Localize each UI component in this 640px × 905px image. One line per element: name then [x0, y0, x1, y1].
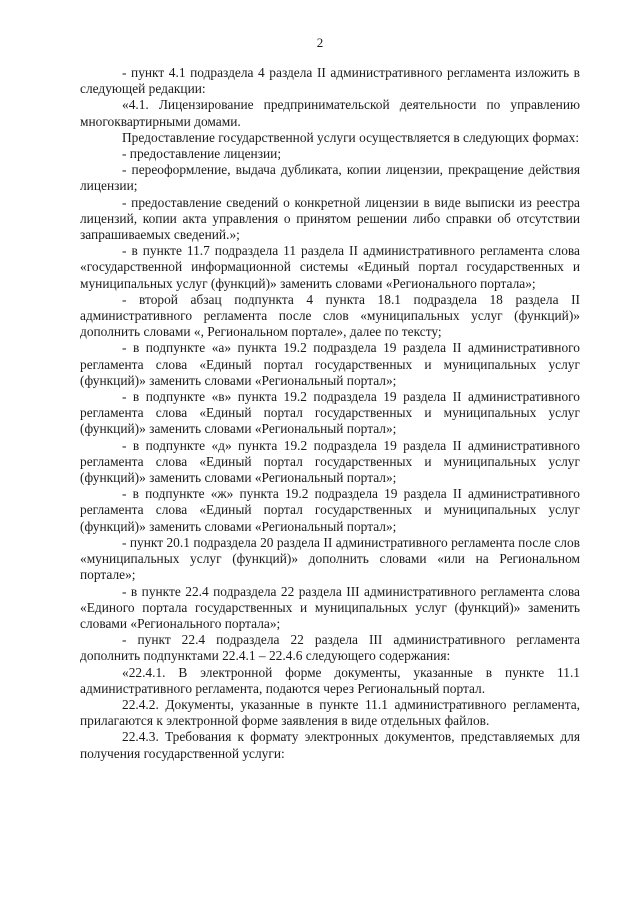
paragraph: «4.1. Лицензирование предпринимательской деятельности по управлению многоквартирными домами.: [80, 97, 580, 129]
paragraph: 22.4.2. Документы, указанные в пункте 11.1 административного регламента, прилагаются к электронной форме заявления в виде отдельных файлов.: [80, 696, 580, 729]
paragraph: - второй абзац подпункта 4 пункта 18.1 подраздела 18 раздела II административного регламента после слов «муниципальных услуг (функций)» дополнить словами «, Региональном портале», далее по тексту;: [80, 291, 580, 340]
paragraph: - в подпункте «д» пункта 19.2 подраздела 19 раздела II административного регламента слова «Единый портал государственных и муниципальных услуг (функций)» заменить словами «Региональный портал»;: [80, 437, 580, 486]
paragraph: - в подпункте «в» пункта 19.2 подраздела 19 раздела II административного регламента слова «Единый портал государственных и муниципальных услуг (функций)» заменить словами «Региональный портал»;: [80, 389, 580, 437]
paragraph: - пункт 22.4 подраздела 22 раздела III административного регламента дополнить подпунктами 22.4.1 – 22.4.6 следующего содержания:: [80, 632, 580, 664]
paragraph: - в пункте 22.4 подраздела 22 раздела III административного регламента слова «Единого портала государственных и муниципальных услуг (функций)» заменить словами «Регионального портала»;: [80, 583, 580, 631]
paragraph: - предоставление лицензии;: [122, 146, 282, 162]
document-body: [80, 65, 580, 762]
paragraph: «22.4.1. В электронной форме документы, указанные в пункте 11.1 административного регламента, подаются через Региональный портал.: [80, 664, 580, 696]
page-number: 2: [316, 35, 324, 50]
paragraph: Предоставление государственной услуги осуществляется в следующих формах:: [122, 129, 580, 145]
paragraph: - в подпункте «а» пункта 19.2 подраздела 19 раздела II административного регламента слова «Единый портал государственных и муниципальных услуг (функций)» заменить словами «Региональный портал»;: [80, 340, 580, 388]
paragraph: - переоформление, выдача дубликата, копии лицензии, прекращение действия лицензии;: [80, 162, 580, 194]
paragraph: 22.4.3. Требования к формату электронных документов, представляемых для получения государственной услуги:: [80, 729, 580, 761]
paragraph: - предоставление сведений о конкретной лицензии в виде выписки из реестра лицензий, копии акта управления о принятом решении либо справки об отсутствии запрашиваемых сведений.»;: [80, 194, 580, 243]
paragraph: - в подпункте «ж» пункта 19.2 подраздела 19 раздела II административного регламента слова «Единый портал государственных и муниципальных услуг (функций)» заменить словами «Региональный портал»;: [80, 486, 580, 534]
paragraph: - в пункте 11.7 подраздела 11 раздела II административного регламента слова «государственной информационной системы «Единый портал государственных и муниципальных услуг (функций)» заменить словами «Регионального портала»;: [80, 243, 580, 291]
paragraph: - пункт 4.1 подраздела 4 раздела II административного регламента изложить в следующей редакции:: [80, 65, 580, 97]
paragraph: - пункт 20.1 подраздела 20 раздела II административного регламента после слов «муниципальных услуг (функций)» дополнить словами «или на Региональном портале»;: [80, 534, 580, 583]
